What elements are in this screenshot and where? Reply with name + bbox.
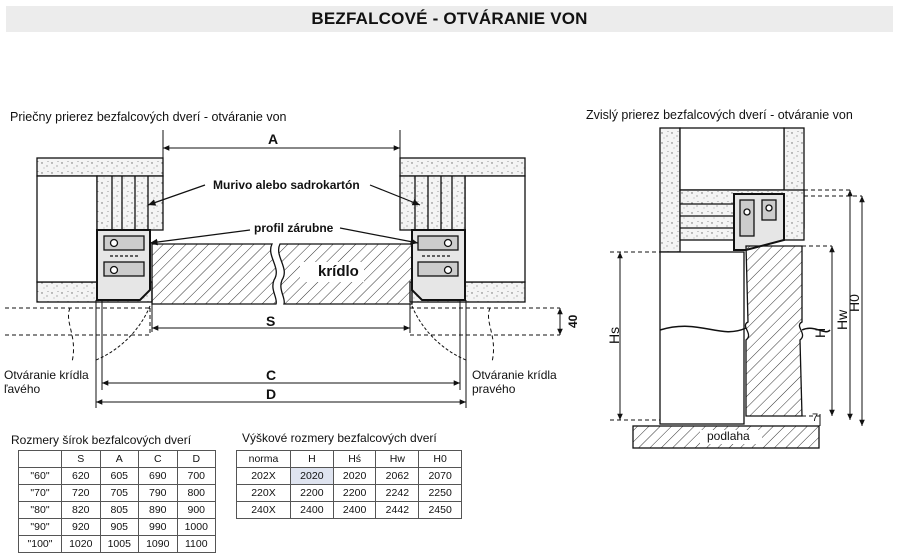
width-table-header-cell: A: [100, 451, 139, 468]
table-row: [19, 519, 216, 536]
lintel-core: [680, 128, 784, 190]
left-opening-label-2: ľavého: [4, 382, 41, 396]
table-cell: "90": [19, 519, 62, 536]
width-table-header-cell: [19, 451, 62, 468]
table-cell: "60": [19, 468, 62, 485]
dim-C-label: C: [266, 367, 277, 383]
height-table-title: Výškové rozmery bezfalcových dverí: [242, 431, 437, 445]
table-cell: 2450: [419, 502, 462, 519]
table-row: [237, 468, 462, 485]
dim-Hw-label: Hw: [834, 309, 850, 330]
width-table: [18, 450, 216, 553]
leaf-vertical: [745, 246, 802, 416]
width-table-title: Rozmery šírok bezfalcových dverí: [11, 433, 192, 447]
table-cell: 805: [100, 502, 139, 519]
horizontal-section: [5, 130, 560, 408]
table-cell: 2442: [376, 502, 419, 519]
left-opening-label-1: Otváranie krídla: [4, 368, 89, 382]
right-wall-core: [465, 176, 525, 282]
height-table-header-cell: Hw: [376, 451, 419, 468]
table-row: [19, 468, 216, 485]
frame-profile-label: profil zárubne: [254, 221, 334, 235]
left-section-title: Priečny prierez bezfalcových dverí - otváranie von: [10, 110, 287, 124]
table-cell-highlighted: 2020: [290, 468, 333, 485]
table-cell: 1005: [100, 536, 139, 553]
table-cell: 2200: [333, 485, 376, 502]
table-row: [237, 485, 462, 502]
table-cell: 990: [139, 519, 178, 536]
right-wall-top: [400, 158, 525, 176]
table-cell: 820: [62, 502, 101, 519]
table-cell: 1020: [62, 536, 101, 553]
table-row: [19, 485, 216, 502]
height-table: [236, 450, 462, 519]
table-cell: 1000: [177, 519, 216, 536]
table-cell: 905: [100, 519, 139, 536]
floor-label: podlaha: [707, 429, 750, 443]
table-cell: 220X: [237, 485, 291, 502]
table-cell: 690: [139, 468, 178, 485]
table-cell: 2070: [419, 468, 462, 485]
vertical-section: [610, 128, 862, 448]
height-table-header-cell: Hś: [333, 451, 376, 468]
table-cell: 620: [62, 468, 101, 485]
table-row: [237, 502, 462, 519]
table-cell: 900: [177, 502, 216, 519]
height-table-header-cell: H: [290, 451, 333, 468]
dim-40-label: 40: [566, 314, 580, 328]
dim-D-label: D: [266, 386, 277, 402]
page-title: BEZFALCOVÉ - OTVÁRANIE VON: [311, 9, 588, 28]
table-cell: 605: [100, 468, 139, 485]
height-table-header: [237, 451, 462, 468]
dim-Hs-label: Hs: [606, 326, 622, 344]
table-cell: 2062: [376, 468, 419, 485]
door-leaf: [152, 244, 276, 304]
right-frame-block: [400, 176, 465, 230]
table-cell: "100": [19, 536, 62, 553]
table-row: [19, 502, 216, 519]
width-table-header-cell: C: [139, 451, 178, 468]
right-opening-label-1: Otváranie krídla: [472, 368, 557, 382]
table-cell: 705: [100, 485, 139, 502]
table-cell: 1100: [177, 536, 216, 553]
table-cell: 2400: [333, 502, 376, 519]
table-cell: 2400: [290, 502, 333, 519]
dim-H0-label: H0: [846, 294, 862, 312]
table-cell: "70": [19, 485, 62, 502]
wall-label: Murivo alebo sadrokartón: [213, 178, 360, 192]
left-wall-core: [37, 176, 97, 282]
leaf-label: krídlo: [318, 263, 359, 280]
table-cell: 2250: [419, 485, 462, 502]
height-table-header-cell: H0: [419, 451, 462, 468]
table-cell: 720: [62, 485, 101, 502]
right-section-title: Zvislý prierez bezfalcových dverí - otváranie von: [586, 108, 853, 122]
left-wall-top: [37, 158, 163, 176]
table-cell: 2020: [333, 468, 376, 485]
table-cell: 890: [139, 502, 178, 519]
table-row: [19, 536, 216, 553]
width-table-header: [19, 451, 216, 468]
table-cell: 2242: [376, 485, 419, 502]
dim-H-label: H: [812, 327, 828, 338]
width-table-header-cell: S: [62, 451, 101, 468]
table-cell: "80": [19, 502, 62, 519]
dim-A-label: A: [268, 131, 279, 147]
dim-S-label: S: [266, 313, 276, 329]
table-cell: 700: [177, 468, 216, 485]
table-cell: 800: [177, 485, 216, 502]
lintel-left: [660, 128, 680, 252]
table-cell: 790: [139, 485, 178, 502]
dim-7-label: 7: [812, 412, 819, 424]
table-cell: 2200: [290, 485, 333, 502]
right-opening-label-2: pravého: [472, 382, 516, 396]
wall-below: [660, 252, 744, 424]
width-table-header-cell: D: [177, 451, 216, 468]
table-cell: 240X: [237, 502, 291, 519]
height-table-header-cell: norma: [237, 451, 291, 468]
table-cell: 920: [62, 519, 101, 536]
table-cell: 202X: [237, 468, 291, 485]
table-cell: 1090: [139, 536, 178, 553]
